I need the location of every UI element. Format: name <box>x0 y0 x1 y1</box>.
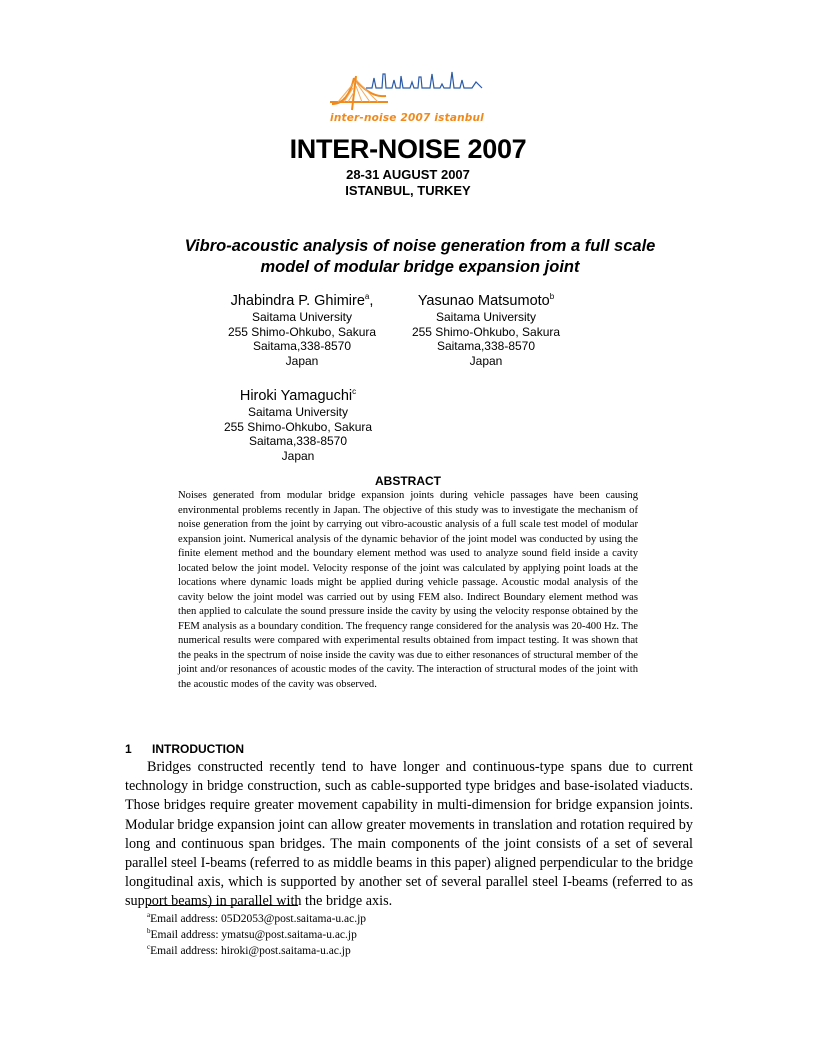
abstract-text: Noises generated from modular bridge expansion joints during vehicle passages have been causing environmental problems recently in Japan. The objective of this study was to investigate the mechanism of noise generation from the joint by carrying out vibro-acoustic analysis of a full scale test model of modular expansion joint. Numerical analysis of the dynamic behavior of the joint model was conducted by using the finite element method and the boundary element method was used to analyze sound field inside a cavity located below the joint model. Velocity response of the joint was calculated by applying point loads at the locations where dynamic loads might be applied during vehicle passage. Acoustic modal analysis of the cavity below the joint model was carried out by using FEM also. Indirect Boundary element method was then applied to calculate the sound pressure inside the cavity by using the velocity response obtained by the FEM analysis as a boundary condition. The frequency range considered for the analysis was 20-400 Hz. The numerical results were compared with experimental results obtained from impact testing. It was shown that the peaks in the spectrum of noise inside the cavity was due to either resonances of structural member of the joint and/or resonances of acoustic modes of the cavity. The interaction of structural modes of the joint with the acoustic modes of the cavity was observed. <box>178 490 638 690</box>
section-title: INTRODUCTION <box>152 742 244 756</box>
author-country: Japan <box>285 353 319 368</box>
footnote-divider <box>148 905 298 906</box>
logo-text: inter-noise 2007 istanbul <box>330 112 484 124</box>
author-block <box>218 292 386 368</box>
footnote <box>147 944 351 958</box>
footnote-mark: c <box>147 943 151 952</box>
abstract-heading: ABSTRACT <box>375 474 441 488</box>
author-name: Hiroki Yamaguchi$^c$ <box>239 387 357 404</box>
author-country: Japan <box>281 448 315 463</box>
footnote-text: Email address: hiroki@post.saitama-u.ac.jp <box>150 945 351 957</box>
footnote-text: Email address: 05D2053@post.saitama-u.ac.jp <box>150 913 367 925</box>
footnote <box>147 928 357 942</box>
footnote <box>147 912 366 926</box>
section-number: 1 <box>125 742 132 756</box>
author-block <box>214 387 382 463</box>
affiliation-mark: a <box>364 292 370 302</box>
author-street: 255 Shimo-Ohkubo, Sakura <box>223 419 373 434</box>
author-street: 255 Shimo-Ohkubo, Sakura <box>411 324 561 339</box>
author-affiliation: Saitama University <box>251 310 353 324</box>
footnote-text: Email address: ymatsu@post.saitama-u.ac.jp <box>150 929 357 941</box>
footnote-mark: a <box>147 911 151 920</box>
footnote-mark: b <box>147 927 151 936</box>
conference-location: ISTANBUL, TURKEY <box>345 183 471 198</box>
section-heading <box>125 742 244 756</box>
author-city: Saitama,338-8570 <box>252 339 352 354</box>
affiliation-mark: b <box>549 292 555 302</box>
author-city: Saitama,338-8570 <box>436 339 536 354</box>
author-city: Saitama,338-8570 <box>248 434 348 449</box>
paper-title-line-1: Vibro-acoustic analysis of noise generation from a full scale <box>184 237 656 255</box>
author-affiliation: Saitama University <box>247 405 349 419</box>
affiliation-mark: c <box>352 387 357 397</box>
conference-title: INTER-NOISE 2007 <box>289 134 527 164</box>
conference-dates: 28-31 AUGUST 2007 <box>346 167 470 182</box>
author-affiliation: Saitama University <box>435 310 537 324</box>
author-name: Yasunao Matsumoto$^b$ <box>417 292 555 309</box>
skyline-graphic <box>366 72 482 88</box>
author-country: Japan <box>469 353 503 368</box>
paper-title-line-2: model of modular bridge expansion joint <box>260 258 580 276</box>
author-block <box>402 292 570 368</box>
author-name: Jhabindra P. Ghimire$^a$, <box>230 292 374 309</box>
introduction-paragraph: Bridges constructed recently tend to have longer and continuous-type spans due to current technology in bridge construction, such as cable-supported type bridges and base-isolated viaducts. Those bridges require greater movement capability in multi-dimension for bridge expansion joints. Modular bridge expansion joint can allow greater movements in translation and rotation required by long and continuous span bridges. The main components of the joint consists of a set of several parallel steel I-beams (referred to as middle beams in this paper) aligned perpendicular to the bridge longitudinal axis, which is supported by another set of several parallel steel I-beams (referred to as support beams) in parallel with the bridge axis. <box>125 759 693 910</box>
author-street: 255 Shimo-Ohkubo, Sakura <box>227 324 377 339</box>
